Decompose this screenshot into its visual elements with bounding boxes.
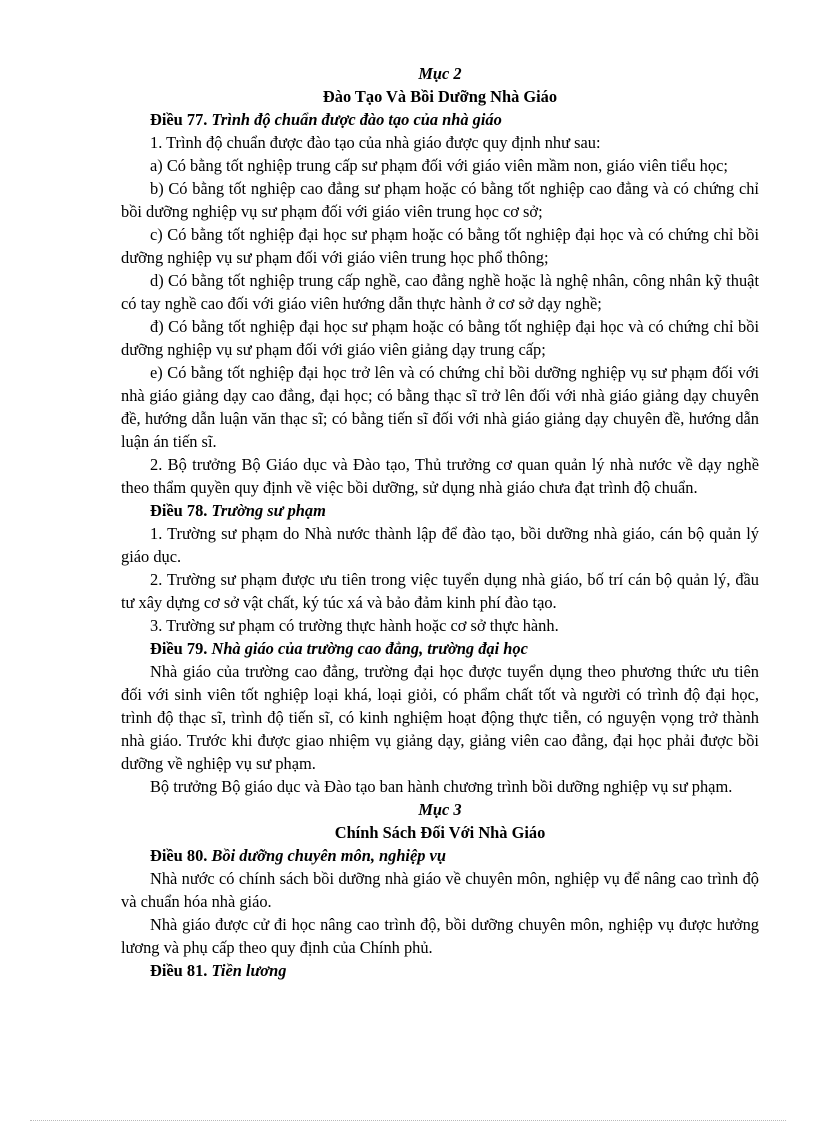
article-heading xyxy=(121,959,759,982)
paragraph: b) Có bằng tốt nghiệp cao đẳng sư phạm hoặc có bằng tốt nghiệp cao đẳng và có chứng chỉ bồi dưỡng nghiệp vụ sư phạm đối với giáo viên trung học cơ sở; xyxy=(121,179,759,221)
paragraph: Nhà giáo được cử đi học nâng cao trình độ, bồi dưỡng chuyên môn, nghiệp vụ được hưởng lương và phụ cấp theo quy định của Chính phủ. xyxy=(121,915,759,957)
article-label: Điều 78. xyxy=(150,501,208,520)
document-content xyxy=(121,62,759,982)
paragraph: 1. Trình độ chuẩn được đào tạo của nhà giáo được quy định như sau: xyxy=(150,133,601,152)
paragraph: e) Có bằng tốt nghiệp đại học trở lên và có chứng chỉ bồi dưỡng nghiệp vụ sư phạm đối với nhà giáo giảng dạy cao đẳng, đại học; có bằng thạc sĩ trở lên đối với nhà giáo giảng dạy chuyên đề, hướng dẫn luận văn thạc sĩ; có bằng tiến sĩ đối với nhà giáo giảng dạy chuyên đề, hướng dẫn luận án tiến sĩ. xyxy=(121,363,759,451)
paragraph: Bộ trưởng Bộ giáo dục và Đào tạo ban hành chương trình bồi dưỡng nghiệp vụ sư phạm. xyxy=(150,777,733,796)
paragraph: 2. Bộ trưởng Bộ Giáo dục và Đào tạo, Thủ trưởng cơ quan quản lý nhà nước về dạy nghề theo thẩm quyền quy định về việc bồi dưỡng, sử dụng nhà giáo chưa đạt trình độ chuẩn. xyxy=(121,455,759,497)
article-heading xyxy=(121,108,759,131)
paragraph: 1. Trường sư phạm do Nhà nước thành lập để đào tạo, bồi dưỡng nhà giáo, cán bộ quản lý giáo dục. xyxy=(121,524,759,566)
paragraph: 2. Trường sư phạm được ưu tiên trong việc tuyển dụng nhà giáo, bố trí cán bộ quản lý, đầu tư xây dựng cơ sở vật chất, ký túc xá và bảo đảm kinh phí đào tạo. xyxy=(121,570,759,612)
section-heading: Chính Sách Đối Với Nhà Giáo xyxy=(334,823,546,842)
paragraph: 3. Trường sư phạm có trường thực hành hoặc cơ sở thực hành. xyxy=(150,616,559,635)
article-title: Bồi dưỡng chuyên môn, nghiệp vụ xyxy=(211,846,446,865)
article-title: Tiền lương xyxy=(211,961,287,980)
article-title: Trình độ chuẩn được đào tạo của nhà giáo xyxy=(211,110,502,129)
paragraph: đ) Có bằng tốt nghiệp đại học sư phạm hoặc có bằng tốt nghiệp đại học và có chứng chỉ bồi dưỡng nghiệp vụ sư phạm đối với giáo viên giảng dạy trung cấp; xyxy=(121,317,759,359)
paragraph: d) Có bằng tốt nghiệp trung cấp nghề, cao đẳng nghề hoặc là nghệ nhân, công nhân kỹ thuật có tay nghề cao đối với giáo viên hướng dẫn thực hành ở cơ sở dạy nghề; xyxy=(121,271,759,313)
section-heading: Đào Tạo Và Bồi Dưỡng Nhà Giáo xyxy=(322,87,558,106)
section-number: Mục 3 xyxy=(418,800,462,819)
article-heading xyxy=(121,499,759,522)
page-bottom-divider xyxy=(30,1120,786,1121)
section-number: Mục 2 xyxy=(418,64,462,83)
paragraph: Nhà nước có chính sách bồi dưỡng nhà giáo về chuyên môn, nghiệp vụ để nâng cao trình độ và chuẩn hóa nhà giáo. xyxy=(121,869,759,911)
article-label: Điều 77. xyxy=(150,110,208,129)
article-heading xyxy=(121,637,759,660)
article-label: Điều 80. xyxy=(150,846,208,865)
paragraph: c) Có bằng tốt nghiệp đại học sư phạm hoặc có bằng tốt nghiệp đại học và có chứng chỉ bồi dưỡng nghiệp vụ sư phạm đối với giáo viên trung học phổ thông; xyxy=(121,225,759,267)
article-heading xyxy=(121,844,759,867)
article-label: Điều 81. xyxy=(150,961,208,980)
article-title: Trường sư phạm xyxy=(211,501,326,520)
paragraph: Nhà giáo của trường cao đẳng, trường đại học được tuyển dụng theo phương thức ưu tiên đối với sinh viên tốt nghiệp loại khá, loại giỏi, có phẩm chất tốt và người có trình độ đại học, trình độ thạc sĩ, trình độ tiến sĩ, có kinh nghiệm hoạt động thực tiễn, có nguyện vọng trở thành nhà giáo. Trước khi được giao nhiệm vụ giảng dạy, giảng viên cao đẳng, đại học phải được bồi dưỡng về nghiệp vụ sư phạm. xyxy=(121,662,759,773)
article-label: Điều 79. xyxy=(150,639,208,658)
article-title: Nhà giáo của trường cao đẳng, trường đại học xyxy=(211,639,528,658)
paragraph: a) Có bằng tốt nghiệp trung cấp sư phạm đối với giáo viên mầm non, giáo viên tiểu học; xyxy=(150,156,728,175)
